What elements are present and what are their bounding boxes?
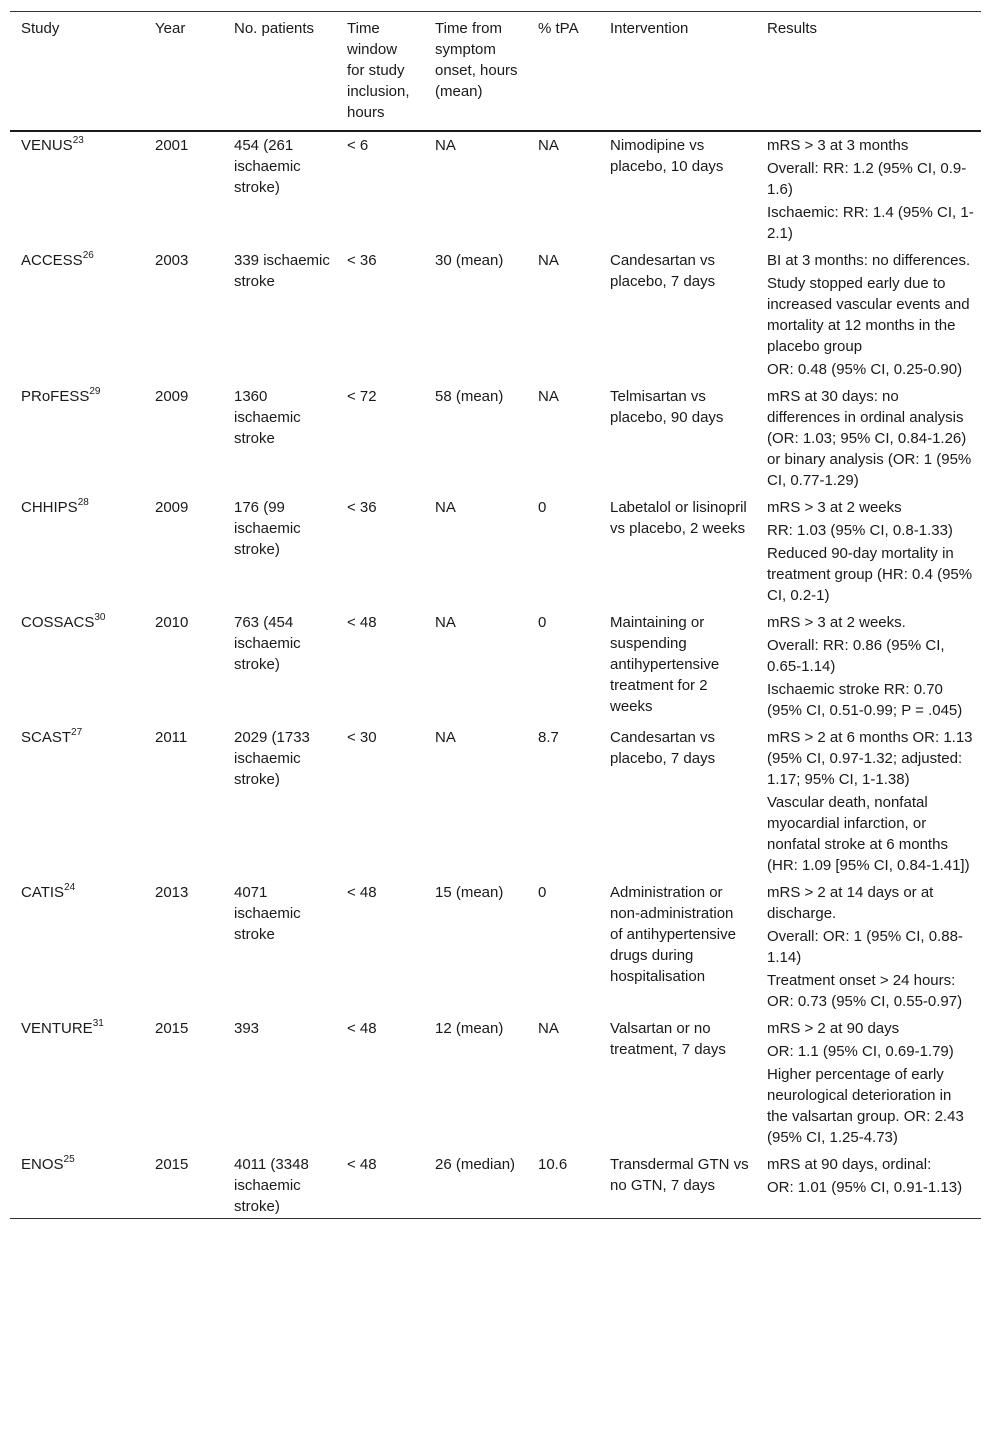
- cell-tpa: NA: [538, 388, 559, 405]
- cell-patients: 1360 ischaemic stroke: [234, 388, 301, 447]
- cell-time-onset: 12 (mean): [435, 1020, 504, 1037]
- cell-study: [10, 1015, 144, 1151]
- cell-year: 2011: [155, 729, 188, 746]
- cell-intervention: Administration or non-administration of antihypertensive drugs during hospitalisation: [610, 884, 736, 985]
- cell-time-window: < 48: [347, 614, 377, 631]
- header-patients: No. patients: [234, 20, 315, 37]
- study-name: ACCESS: [21, 252, 83, 269]
- table-row: [10, 247, 981, 383]
- cell-results: [756, 383, 981, 494]
- cell-year: 2013: [155, 884, 189, 901]
- table-row: [10, 131, 981, 247]
- header-study: Study: [21, 20, 60, 37]
- cell-patients: 339 ischaemic stroke: [234, 252, 330, 290]
- table-row: [10, 1151, 981, 1219]
- result-line: mRS > 2 at 14 days or at discharge.: [767, 884, 934, 922]
- cell-year: 2009: [155, 499, 189, 516]
- header-intervention: Intervention: [610, 20, 689, 37]
- cell-time-onset: NA: [435, 729, 456, 746]
- study-name: ENOS: [21, 1156, 64, 1173]
- result-line: Overall: RR: 1.2 (95% CI, 0.9-1.6): [767, 160, 967, 198]
- header-results: Results: [767, 20, 818, 37]
- cell-time-window: < 72: [347, 388, 377, 405]
- study-reference: 26: [82, 250, 94, 261]
- result-line: mRS > 2 at 6 months OR: 1.13 (95% CI, 0.97-1.32; adjusted: 1.17; 95% CI, 1-1.38): [767, 729, 973, 788]
- cell-intervention: Valsartan or no treatment, 7 days: [610, 1020, 726, 1058]
- cell-year: 2003: [155, 252, 189, 269]
- cell-year: 2010: [155, 614, 189, 631]
- cell-patients: 393: [234, 1020, 260, 1037]
- study-name: COSSACS: [21, 614, 95, 631]
- cell-tpa: NA: [538, 252, 559, 269]
- cell-intervention: Nimodipine vs placebo, 10 days: [610, 137, 724, 175]
- result-line: BI at 3 months: no differences.: [767, 252, 971, 269]
- cell-time-onset: NA: [435, 614, 456, 631]
- header-time-onset: Time from symptom onset, hours (mean): [435, 20, 518, 100]
- cell-time-onset: 26 (median): [435, 1156, 516, 1173]
- cell-time-onset: NA: [435, 499, 456, 516]
- study-reference: 28: [77, 497, 89, 508]
- cell-intervention: Transdermal GTN vs no GTN, 7 days: [610, 1156, 749, 1194]
- cell-results: [756, 1151, 981, 1219]
- table-row: [10, 494, 981, 609]
- cell-time-window: < 48: [347, 1156, 377, 1173]
- cell-results: [756, 494, 981, 609]
- cell-results: [756, 1015, 981, 1151]
- table-body: [10, 131, 981, 1219]
- header-time-window: Time window for study inclusion, hours: [347, 20, 410, 121]
- cell-time-onset: 58 (mean): [435, 388, 504, 405]
- cell-study: [10, 383, 144, 494]
- result-line: Treatment onset > 24 hours: OR: 0.73 (95% CI, 0.55-0.97): [767, 972, 963, 1010]
- cell-tpa: 0: [538, 614, 547, 631]
- table-row: [10, 724, 981, 879]
- result-line: Ischaemic: RR: 1.4 (95% CI, 1-2.1): [767, 204, 974, 242]
- study-name: CHHIPS: [21, 499, 78, 516]
- study-name: PRoFESS: [21, 388, 90, 405]
- study-name: CATIS: [21, 884, 65, 901]
- trials-table: [10, 11, 981, 1219]
- study-reference: 29: [89, 386, 101, 397]
- cell-study: [10, 247, 144, 383]
- cell-tpa: 0: [538, 499, 547, 516]
- cell-results: [756, 609, 981, 724]
- cell-tpa: 0: [538, 884, 547, 901]
- result-line: mRS > 2 at 90 days: [767, 1020, 900, 1037]
- study-reference: 31: [92, 1018, 104, 1029]
- result-line: mRS at 30 days: no differences in ordinal analysis (OR: 1.03; 95% CI, 0.84-1.26) or binary analysis (OR: 1 (95% CI, 0.77-1.29): [767, 388, 972, 489]
- cell-patients: 4071 ischaemic stroke: [234, 884, 301, 943]
- result-line: Vascular death, nonfatal myocardial infarction, or nonfatal stroke at 6 months (HR: 1.09 [95% CI, 0.84-1.41]): [767, 794, 970, 874]
- result-line: mRS > 3 at 2 weeks.: [767, 614, 906, 631]
- cell-study: [10, 131, 144, 247]
- cell-patients: 2029 (1733 ischaemic stroke): [234, 729, 310, 788]
- result-line: Reduced 90-day mortality in treatment group (HR: 0.4 (95% CI, 0.2-1): [767, 545, 973, 604]
- cell-time-window: < 36: [347, 499, 377, 516]
- cell-intervention: Candesartan vs placebo, 7 days: [610, 252, 716, 290]
- cell-intervention: Labetalol or lisinopril vs placebo, 2 weeks: [610, 499, 747, 537]
- result-line: mRS > 3 at 2 weeks: [767, 499, 902, 516]
- result-line: Overall: OR: 1 (95% CI, 0.88-1.14): [767, 928, 963, 966]
- cell-study: [10, 609, 144, 724]
- cell-patients: 4011 (3348 ischaemic stroke): [234, 1156, 309, 1215]
- cell-study: [10, 879, 144, 1015]
- result-line: OR: 1.01 (95% CI, 0.91-1.13): [767, 1179, 963, 1196]
- cell-results: [756, 724, 981, 879]
- cell-tpa: 10.6: [538, 1156, 568, 1173]
- cell-time-onset: 15 (mean): [435, 884, 504, 901]
- result-line: OR: 1.1 (95% CI, 0.69-1.79): [767, 1043, 954, 1060]
- cell-year: 2001: [155, 137, 189, 154]
- study-reference: 25: [63, 1154, 75, 1165]
- table-header-row: [10, 12, 981, 132]
- cell-time-onset: 30 (mean): [435, 252, 504, 269]
- cell-time-window: < 48: [347, 884, 377, 901]
- trials-table-container: [10, 11, 981, 1219]
- cell-time-window: < 30: [347, 729, 377, 746]
- table-row: [10, 879, 981, 1015]
- study-name: VENTURE: [21, 1020, 93, 1037]
- header-tpa: % tPA: [538, 20, 579, 37]
- result-line: Ischaemic stroke RR: 0.70 (95% CI, 0.51-0.99; P = .045): [767, 681, 963, 719]
- result-line: Higher percentage of early neurological deterioration in the valsartan group. OR: 2.43 (95% CI, 1.25-4.73): [767, 1066, 964, 1146]
- table-row: [10, 1015, 981, 1151]
- study-reference: 30: [94, 612, 106, 623]
- cell-study: [10, 1151, 144, 1219]
- result-line: mRS at 90 days, ordinal:: [767, 1156, 932, 1173]
- result-line: RR: 1.03 (95% CI, 0.8-1.33): [767, 522, 953, 539]
- result-line: Study stopped early due to increased vascular events and mortality at 12 months in the placebo group: [767, 275, 970, 355]
- cell-patients: 454 (261 ischaemic stroke): [234, 137, 301, 196]
- cell-study: [10, 724, 144, 879]
- cell-time-onset: NA: [435, 137, 456, 154]
- result-line: Overall: RR: 0.86 (95% CI, 0.65-1.14): [767, 637, 945, 675]
- table-row: [10, 383, 981, 494]
- study-name: VENUS: [21, 137, 73, 154]
- cell-intervention: Candesartan vs placebo, 7 days: [610, 729, 716, 767]
- study-reference: 27: [71, 727, 83, 738]
- cell-time-window: < 36: [347, 252, 377, 269]
- result-line: mRS > 3 at 3 months: [767, 137, 909, 154]
- cell-tpa: NA: [538, 137, 559, 154]
- study-reference: 23: [72, 135, 84, 146]
- cell-tpa: NA: [538, 1020, 559, 1037]
- cell-time-window: < 48: [347, 1020, 377, 1037]
- study-reference: 24: [64, 882, 76, 893]
- cell-patients: 176 (99 ischaemic stroke): [234, 499, 301, 558]
- cell-year: 2015: [155, 1020, 189, 1037]
- header-year: Year: [155, 20, 186, 37]
- table-row: [10, 609, 981, 724]
- cell-year: 2009: [155, 388, 189, 405]
- cell-results: [756, 247, 981, 383]
- cell-results: [756, 879, 981, 1015]
- cell-intervention: Maintaining or suspending antihypertensive treatment for 2 weeks: [610, 614, 720, 715]
- cell-intervention: Telmisartan vs placebo, 90 days: [610, 388, 724, 426]
- cell-patients: 763 (454 ischaemic stroke): [234, 614, 301, 673]
- study-name: SCAST: [21, 729, 72, 746]
- cell-results: [756, 131, 981, 247]
- cell-tpa: 8.7: [538, 729, 559, 746]
- cell-year: 2015: [155, 1156, 189, 1173]
- result-line: OR: 0.48 (95% CI, 0.25-0.90): [767, 361, 963, 378]
- cell-time-window: < 6: [347, 137, 369, 154]
- cell-study: [10, 494, 144, 609]
